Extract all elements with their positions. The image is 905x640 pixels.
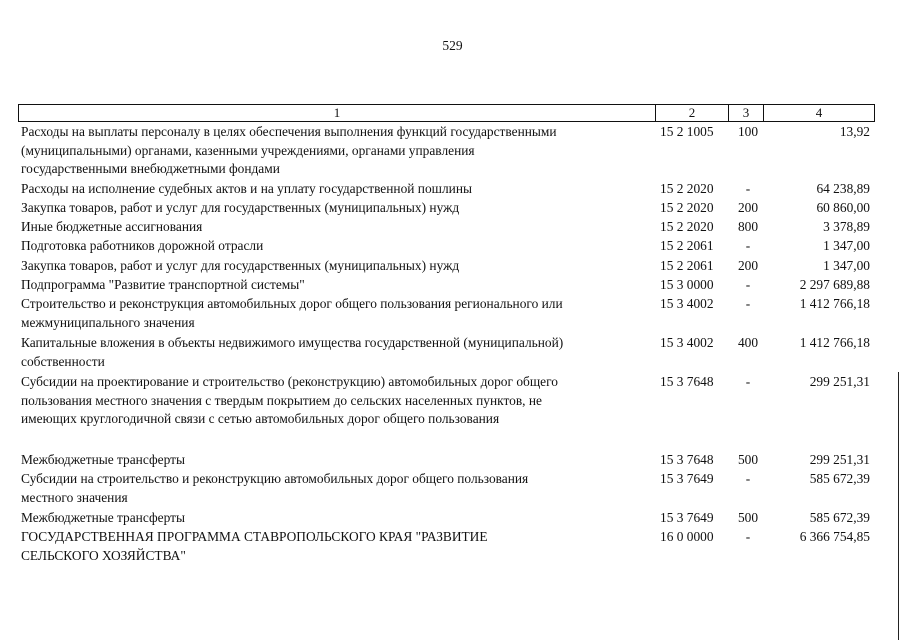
row-description [21, 451, 646, 470]
row-code: 15 3 7649 [660, 471, 714, 486]
column-header-2: 2 [656, 105, 729, 122]
row-expense-type: - [745, 374, 751, 389]
row-code: 15 3 4002 [660, 296, 714, 311]
description-line: местного значения [21, 489, 128, 505]
row-expense-type: - [745, 277, 751, 292]
row-description [21, 218, 646, 237]
description-line: Капитальные вложения в объекты недвижимого имущества государственной (муниципальной) [21, 335, 564, 350]
row-description [21, 295, 646, 332]
row-description [21, 199, 646, 218]
description-line: межмуниципального значения [21, 314, 195, 330]
row-code: 15 2 1005 [660, 124, 714, 139]
row-expense-type: - [745, 238, 751, 253]
column-header-1: 1 [19, 105, 656, 122]
page-margin-line [898, 372, 899, 640]
row-amount: 1 347,00 [823, 238, 870, 253]
description-line: Иные бюджетные ассигнования [21, 219, 203, 234]
row-description [21, 123, 646, 179]
row-expense-type: 800 [737, 219, 759, 234]
description-line: Подпрограмма "Развитие транспортной системы" [21, 277, 305, 292]
description-line: Субсидии на проектирование и строительство (реконструкцию) автомобильных дорог общего [21, 374, 558, 389]
row-description [21, 373, 646, 429]
description-line: Строительство и реконструкция автомобильных дорог общего пользования регионального или [21, 296, 563, 311]
description-line: пользования местного значения с твердым покрытием до сельских населенных пунктов, не [21, 392, 542, 408]
row-amount: 585 672,39 [809, 471, 870, 486]
description-line: ГОСУДАРСТВЕННАЯ ПРОГРАММА СТАВРОПОЛЬСКОГО КРАЯ "РАЗВИТИЕ [21, 529, 488, 544]
row-amount: 1 412 766,18 [799, 335, 870, 350]
description-line: Закупка товаров, работ и услуг для государственных (муниципальных) нужд [21, 200, 460, 215]
row-amount: 585 672,39 [809, 510, 870, 525]
description-line: Межбюджетные трансферты [21, 510, 185, 525]
row-expense-type: - [745, 471, 751, 486]
row-expense-type: 500 [737, 452, 759, 467]
description-line: имеющих круглогодичной связи с сетью автомобильных дорог общего пользования [21, 411, 500, 426]
row-description [21, 470, 646, 507]
row-description [21, 528, 646, 565]
row-amount: 299 251,31 [809, 374, 870, 389]
row-expense-type: 100 [737, 124, 759, 139]
description-line: СЕЛЬСКОГО ХОЗЯЙСТВА" [21, 547, 186, 563]
row-code: 15 2 2020 [660, 181, 714, 196]
row-amount: 1 347,00 [823, 258, 870, 273]
row-code: 15 2 2020 [660, 200, 714, 215]
row-amount: 60 860,00 [816, 200, 870, 215]
row-expense-type: - [745, 181, 751, 196]
row-description [21, 180, 646, 199]
row-description [21, 257, 646, 276]
description-line: (муниципальными) органами, казенными учреждениями, органами управления [21, 142, 475, 158]
description-line: Расходы на выплаты персоналу в целях обеспечения выполнения функций государственными [21, 124, 557, 139]
description-line: Межбюджетные трансферты [21, 452, 185, 467]
row-code: 15 3 4002 [660, 335, 714, 350]
row-amount: 13,92 [839, 124, 870, 139]
row-amount: 6 366 754,85 [799, 529, 870, 544]
column-header-table [18, 104, 875, 122]
description-line: Субсидии на строительство и реконструкцию автомобильных дорог общего пользования [21, 471, 529, 486]
description-line: Подготовка работников дорожной отрасли [21, 238, 264, 253]
row-expense-type: 500 [737, 510, 759, 525]
row-description [21, 276, 646, 295]
row-description [21, 237, 646, 256]
row-code: 15 2 2061 [660, 258, 714, 273]
row-amount: 299 251,31 [809, 452, 870, 467]
row-expense-type: 400 [737, 335, 759, 350]
row-expense-type: - [745, 529, 751, 544]
column-header-row [19, 105, 875, 122]
description-line: Закупка товаров, работ и услуг для государственных (муниципальных) нужд [21, 258, 460, 273]
row-code: 15 2 2020 [660, 219, 714, 234]
row-code: 15 3 7649 [660, 510, 714, 525]
row-amount: 1 412 766,18 [799, 296, 870, 311]
row-description [21, 509, 646, 528]
row-code: 15 3 0000 [660, 277, 714, 292]
row-expense-type: 200 [737, 200, 759, 215]
page-number: 529 [442, 38, 463, 53]
row-code: 16 0 0000 [660, 529, 714, 544]
description-line: государственными внебюджетными фондами [21, 161, 280, 176]
row-amount: 64 238,89 [816, 181, 870, 196]
row-amount: 3 378,89 [823, 219, 870, 234]
description-line: Расходы на исполнение судебных актов и на уплату государственной пошлины [21, 181, 472, 196]
description-line: собственности [21, 353, 105, 369]
row-code: 15 3 7648 [660, 452, 714, 467]
row-expense-type: 200 [737, 258, 759, 273]
row-description [21, 334, 646, 371]
row-amount: 2 297 689,88 [799, 277, 870, 292]
row-code: 15 3 7648 [660, 374, 714, 389]
row-expense-type: - [745, 296, 751, 311]
column-header-4: 4 [764, 105, 875, 122]
column-header-3: 3 [729, 105, 764, 122]
row-code: 15 2 2061 [660, 238, 714, 253]
